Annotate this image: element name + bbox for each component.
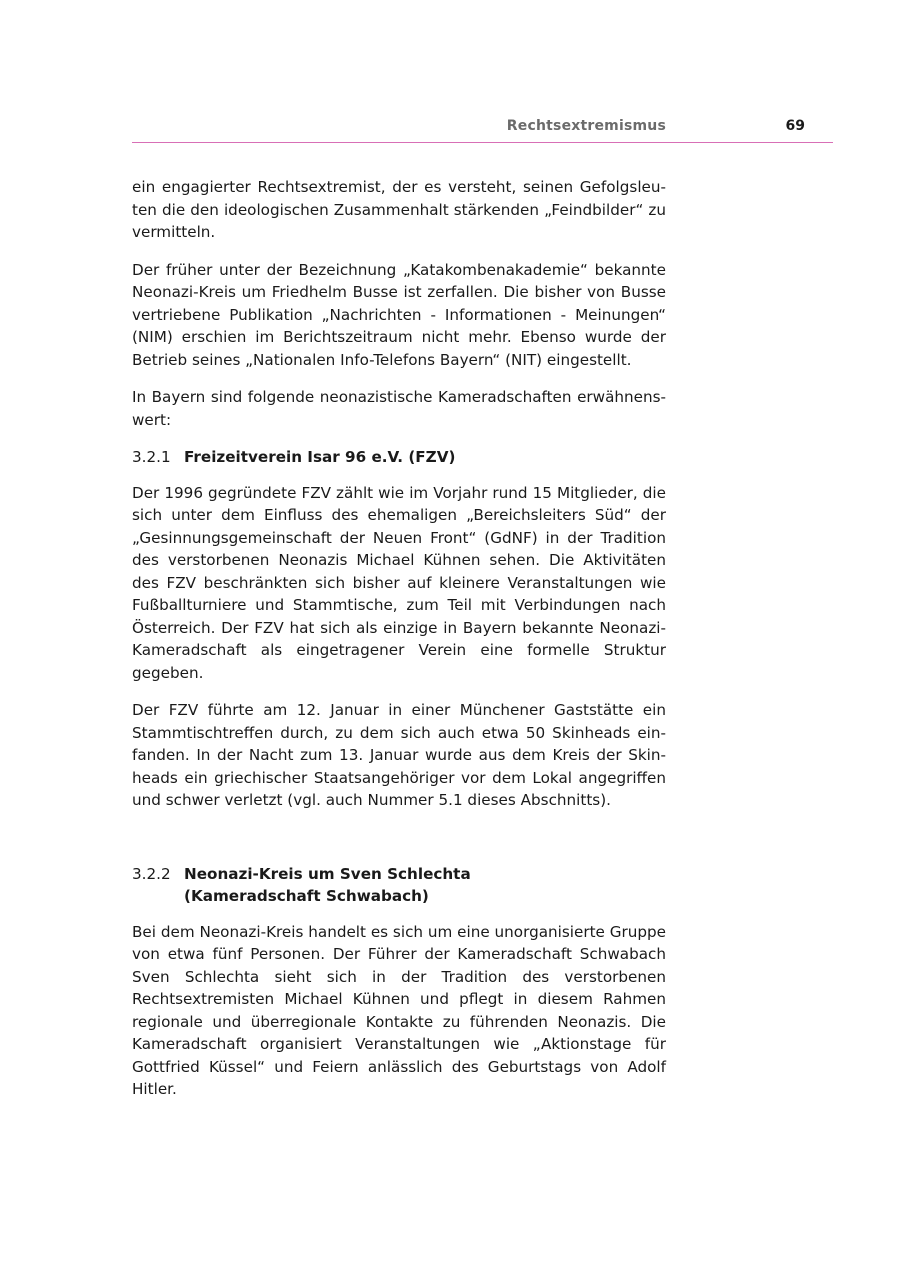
page-number: 69 — [785, 118, 805, 134]
section-title-line-1: Neonazi-Kreis um Sven Schlechta — [184, 864, 471, 883]
paragraph-fzv-description: Der 1996 gegründete FZV zählt wie im Vorjahr rund 15 Mitglieder, die sich unter dem Einfluss des ehemaligen „Bereichsleiters Süd“ der „Gesinnungsgemeinschaft der Neuen Front“ (GdNF) in der Tradition des verstorbenen Neonazis Michael Kühnen sehen. Die Aktivitäten des FZV beschränkten sich bisher auf kleinere Veranstaltungen wie Fußballturniere und Stammtische, zum Teil mit Verbindungen nach Österreich. Der FZV hat sich als einzige in Bayern bekannte Neonazi-Kameradschaft als eingetragener Verein eine formelle Struktur gegeben. — [132, 483, 666, 682]
paragraph-fzv-event: Der FZV führte am 12. Januar in einer Münchener Gaststätte ein Stammtischtreffen durch, zu dem sich auch etwa 50 Skinheads einfanden. In der Nacht zum 13. Januar wurde aus dem Kreis der Skinheads ein griechischer Staatsangehöriger vor dem Lokal angegriffen und schwer verletzt (vgl. auch Nummer 5.1 dieses Abschnitts). — [132, 701, 666, 809]
running-title: Rechtsextremismus — [506, 118, 666, 134]
section-heading-3-2-2 — [132, 863, 666, 908]
page-body — [132, 176, 666, 1116]
section-number: 3.2.1 — [132, 448, 171, 466]
section-title: Freizeitverein Isar 96 e.V. (FZV) — [184, 448, 456, 466]
section-heading-3-2-1 — [132, 446, 666, 469]
paragraph-busse-circle: Der früher unter der Bezeichnung „Katakombenakademie“ bekannte Neonazi-Kreis um Friedhelm Busse ist zerfallen. Die bisher von Busse vertriebene Publikation „Nachrichten - Informationen - Meinungen“ (NIM) erschien im Berichtszeitraum nicht mehr. Ebenso wurde der Betrieb seines „Nationalen Info-Telefons Bayern“ (NIT) eingestellt. — [132, 260, 666, 369]
section-title-line-2: (Kameradschaft Schwabach) — [184, 887, 429, 905]
paragraph-schlechta-circle: Bei dem Neonazi-Kreis handelt es sich um eine unorganisierte Gruppe von etwa fünf Personen. Der Führer der Kameradschaft Schwabach Sven Schlechta sieht sich in der Tradition des verstorbenen Rechtsextremisten Michael Kühnen und pflegt in diesem Rahmen regionale und überregionale Kontakte zu führenden Neonazis. Die Kameradschaft organisiert Veranstaltungen wie „Aktionstage für Gottfried Küssel“ und Feiern anlässlich des Geburtstags von Adolf Hitler. — [132, 922, 666, 1098]
section-number: 3.2.2 — [132, 864, 171, 883]
running-header — [132, 118, 833, 143]
paragraph-intro-continued: ein engagierter Rechtsextremist, der es versteht, seinen Gefolgsleuten die den ideologischen Zusammenhalt stärkenden „Feindbilder“ zu vermitteln. — [132, 178, 666, 241]
section-title — [184, 863, 471, 908]
section-spacer — [132, 827, 666, 863]
paragraph-kameradschaften-intro: In Bayern sind folgende neonazistische Kameradschaften erwähnenswert: — [132, 388, 666, 429]
